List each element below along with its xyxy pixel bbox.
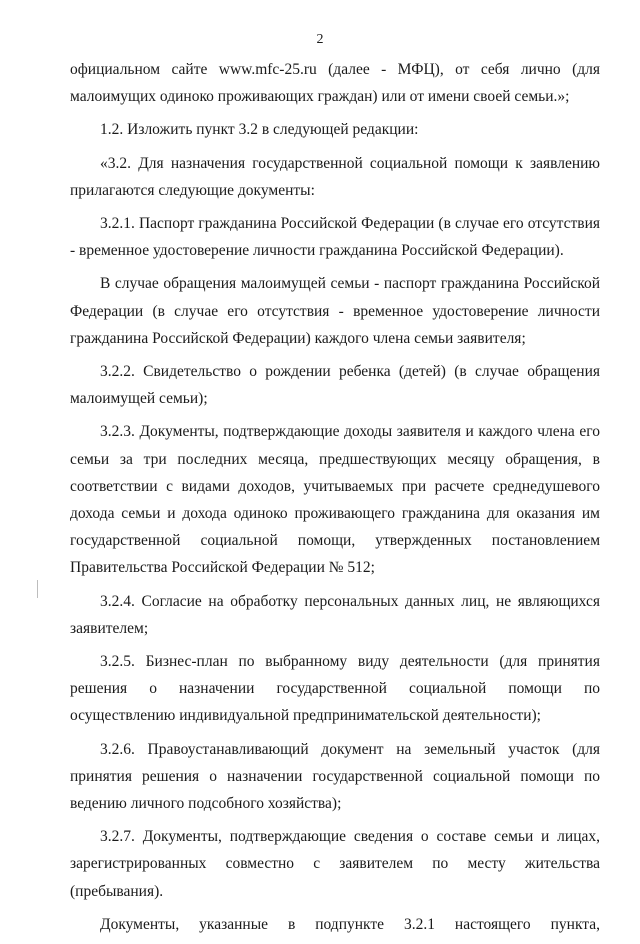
- paragraph-3-2: «3.2. Для назначения государственной социальной помощи к заявлению прилагаются следующие документы:: [70, 154, 600, 199]
- page-number: 2: [316, 32, 324, 47]
- paragraph-3-2-3: 3.2.3. Документы, подтверждающие доходы заявителя и каждого члена его семьи за три последних месяца, предшествующих месяцу обращения, в соответствии с видами доходов, учитываемых при расчете среднедушевого дохода семьи и дохода одиноко проживающего гражданина для оказания им государственной социальной помощи, утвержденных постановлением Правительства Российской Федерации № 512;: [70, 423, 600, 577]
- paragraph-3-2-7: 3.2.7. Документы, подтверждающие сведения о составе семьи и лицах, зарегистрированных совместно с заявителем по месту жительства (пребывания).: [70, 828, 600, 900]
- paragraph-3-2-5: 3.2.5. Бизнес-план по выбранному виду деятельности (для принятия решения о назначении государственной социальной помощи по осуществлению индивидуальной предпринимательской деятельности);: [70, 653, 600, 725]
- paragraph-3-2-2: 3.2.2. Свидетельство о рождении ребенка (детей) (в случае обращения малоимущей семьи);: [70, 363, 600, 408]
- paragraph-3-2-6: 3.2.6. Правоустанавливающий документ на земельный участок (для принятия решения о назначении государственной социальной помощи по ведению личного подсобного хозяйства);: [70, 740, 600, 813]
- paragraph-continuation: официальном сайте www.mfc-25.ru (далее - МФЦ), от себя лично (для малоимущих одиноко проживающих граждан) или от имени своей семьи.»;: [70, 61, 600, 106]
- paragraph-3-2-4: 3.2.4. Согласие на обработку персональных данных лиц, не являющихся заявителем;: [70, 592, 600, 637]
- paragraph-item-1-2: 1.2. Изложить пункт 3.2 в следующей редакции:: [100, 121, 419, 139]
- paragraph-3-2-1: 3.2.1. Паспорт гражданина Российской Федерации (в случае его отсутствия - временное удостоверение личности гражданина Российской Федерации).: [70, 215, 600, 260]
- document-body: [70, 56, 600, 944]
- margin-mark: [37, 580, 38, 598]
- paragraph-family-passport: В случае обращения малоимущей семьи - паспорт гражданина Российской Федерации (в случае его отсутствия - временное удостоверение личности гражданина Российской Федерации) каждого члена семьи заявителя;: [70, 275, 600, 347]
- paragraph-documents-note: Документы, указанные в подпункте 3.2.1 настоящего пункта,: [100, 915, 600, 933]
